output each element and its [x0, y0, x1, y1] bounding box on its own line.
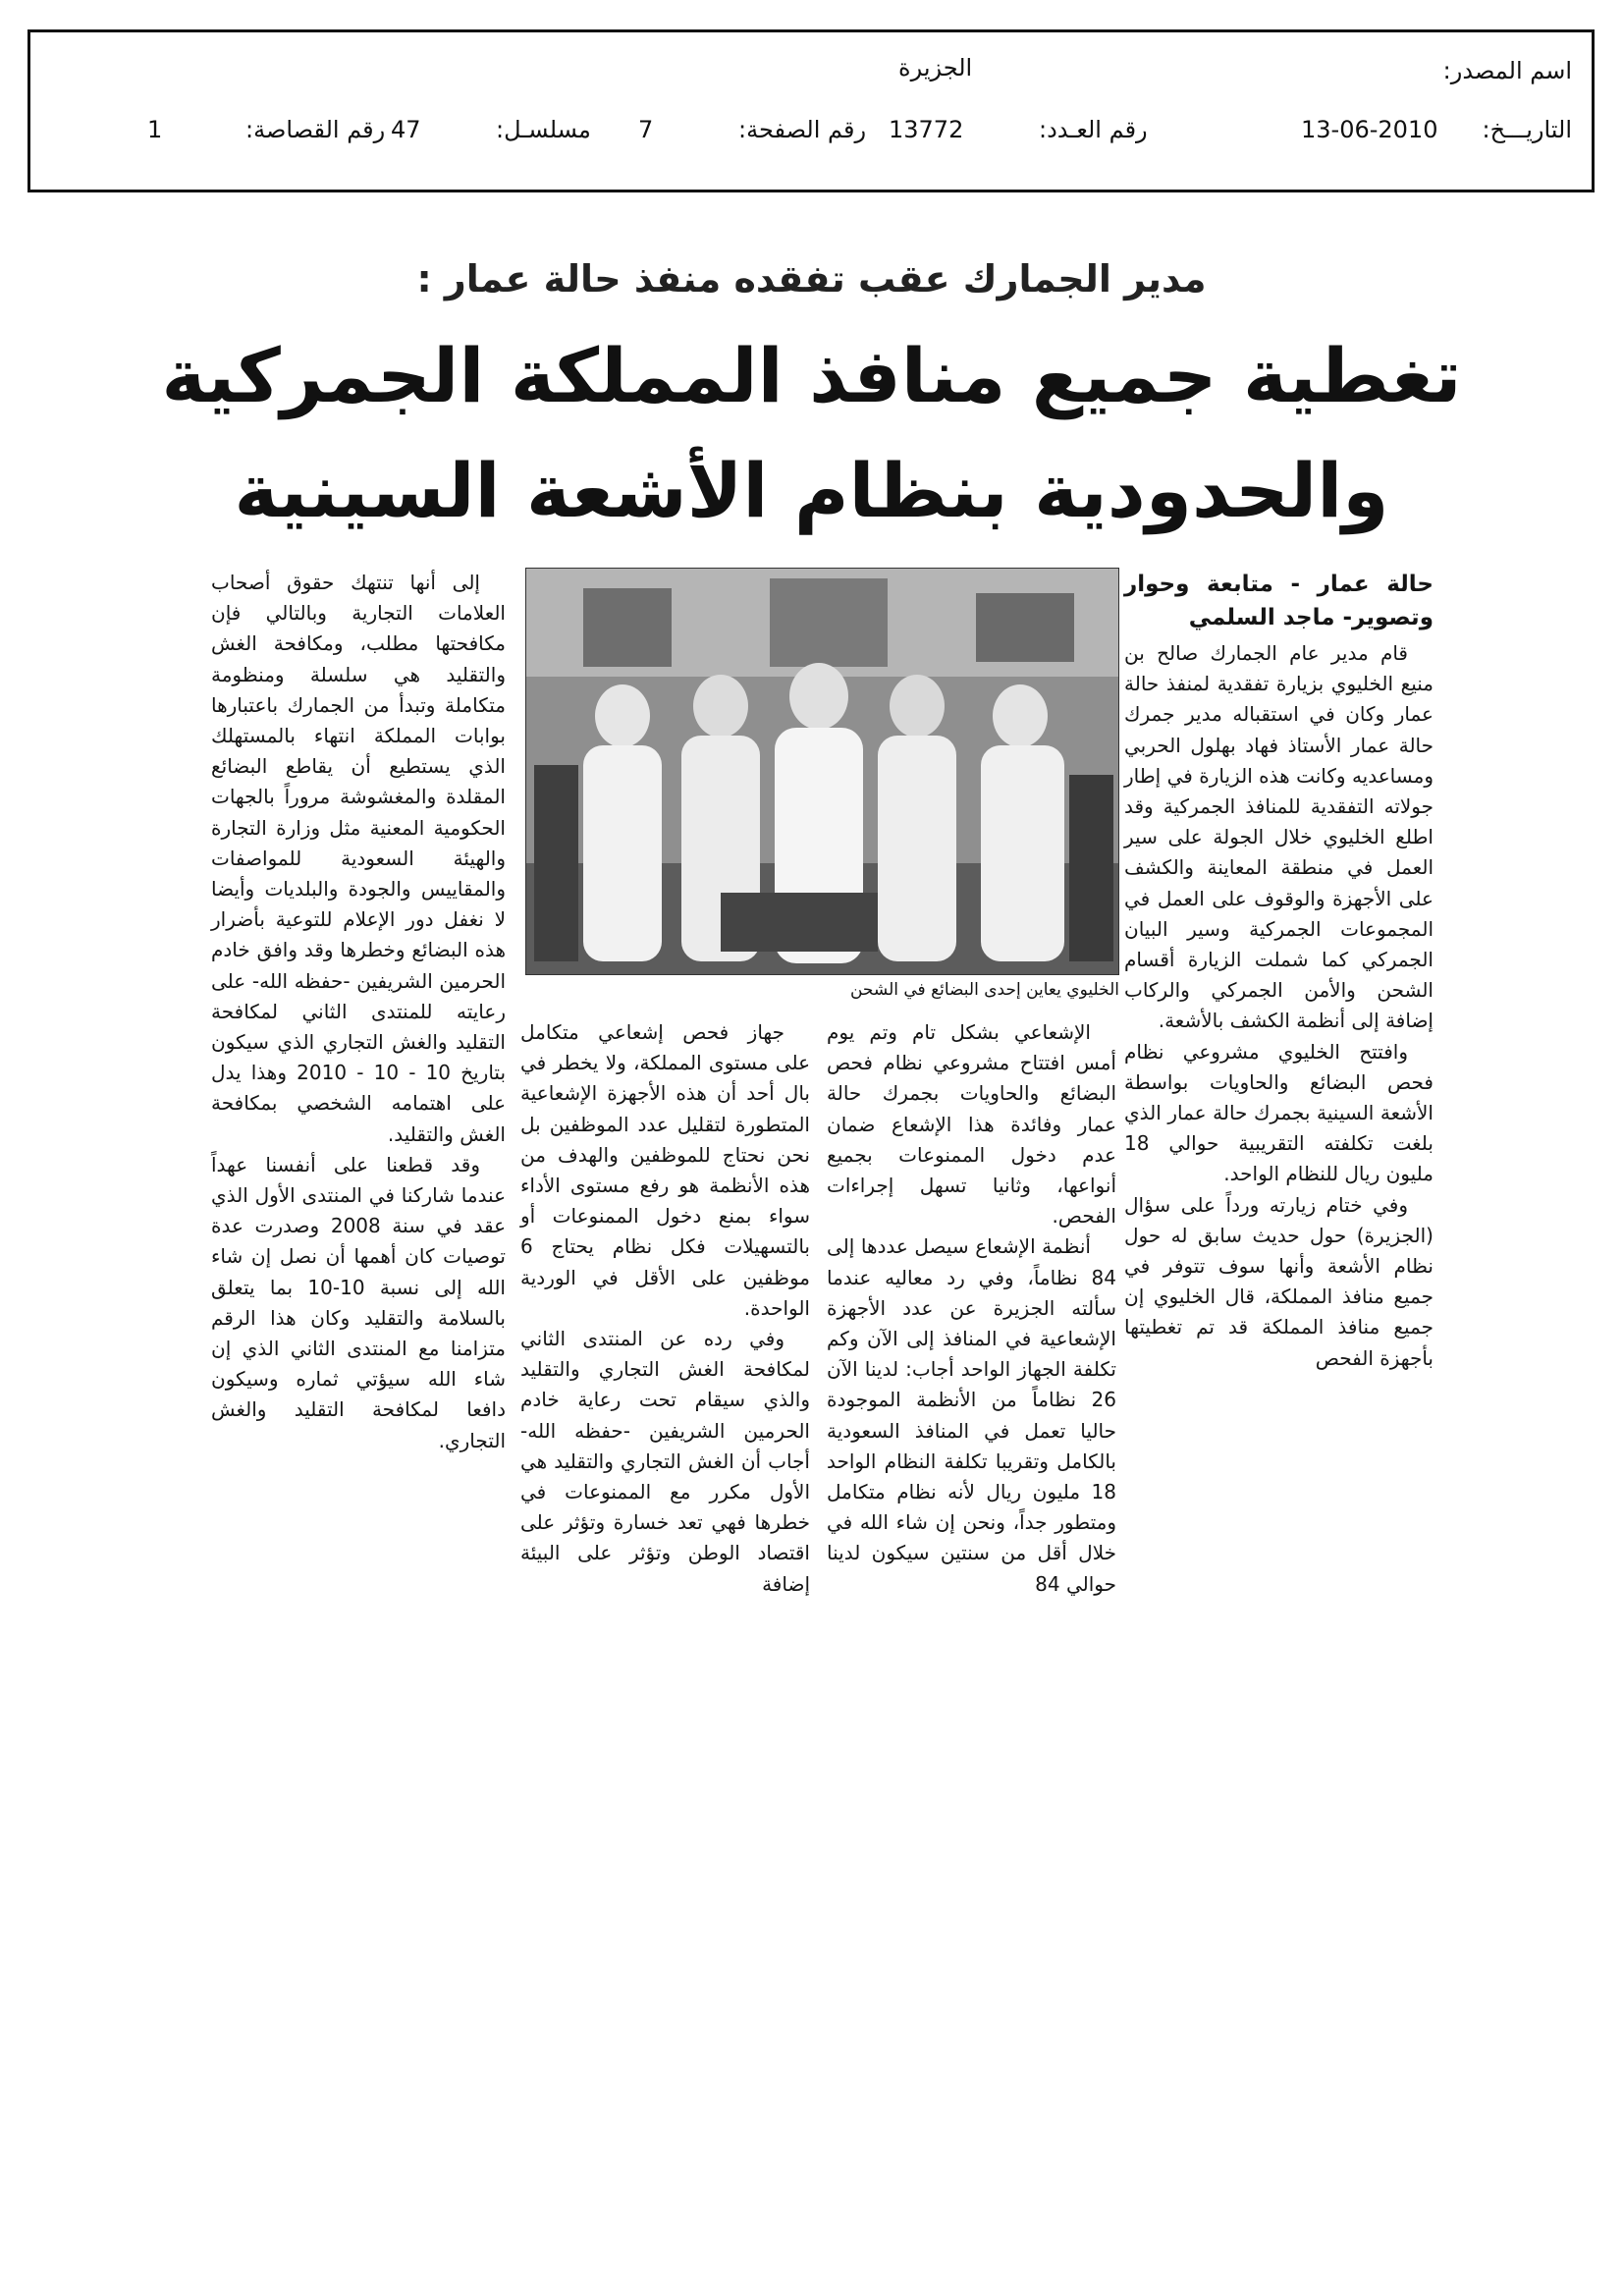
article-byline: حالة عمار - متابعة وحوار وتصوير- ماجد السلمي [1124, 572, 1434, 630]
serial-value: 47 [391, 116, 421, 143]
page-value: 7 [638, 116, 654, 143]
paragraph: أنظمة الإشعاع سيصل عددها إلى 84 نظاماً، وفي رد معاليه عندما سألته الجزيرة عن عدد الأجهزة الإشعاعية في المنافذ إلى الآن وكم تكلفة الجهاز الواحد أجاب: لدينا الآن 26 نظاماً من الأنظمة الموجودة حاليا تعمل في المنافذ السعودية بالكامل وتقريبا تكلفة النظام الواحد 18 مليون ريال لأنه نظام متكامل ومتطور جداً، ونحن إن شاء الله في خلال أقل من سنتين سيكون لدينا حوالي 84 [827, 1234, 1116, 1596]
issue-value: 13772 [889, 116, 964, 143]
serial-label: مسلسـل: [496, 116, 591, 143]
photo-caption: الخليوي يعاين إحدى البضائع في الشحن [849, 980, 1119, 1000]
paragraph: وقد قطعنا على أنفسنا عهداً عندما شاركنا في المنتدى الأول الذي عقد في سنة 2008 وصدرت عدة توصيات كان أهمها أن نصل إن شاء الله إلى نسبة 10-10 بما يتعلق بالسلامة والتقليد وكان هذا الرقم متزامنا مع المنتدى الثاني الذي إن شاء الله سيؤتي ثماره وسيكون دافعا لمكافحة التقليد والغش التجاري. [211, 1152, 506, 1452]
article-column-3 [520, 1017, 810, 1600]
clipping-header-box [27, 29, 1595, 192]
paragraph: وافتتح الخليوي مشروعي نظام فحص البضائع والحاويات بواسطة الأشعة السينية بجمرك حالة عمار الذي بلغت تكلفته التقريبية حوالي 18 مليون ريال للنظام الواحد. [1124, 1039, 1434, 1186]
paragraph: جهاز فحص إشعاعي متكامل على مستوى المملكة، ولا يخطر في بال أحد أن هذه الأجهزة الإشعاعية المتطورة لتقليل عدد الموظفين بل نحن نحتاج للموظفين والهدف من هذه الأنظمة هو رفع مستوى الأداء سواء بمنع دخول الممنوعات أو بالتسهيلات فكل نظام يحتاج 6 موظفين على الأقل في الوردية الواحدة. [520, 1020, 810, 1320]
source-value: الجزيرة [898, 54, 973, 82]
source-label: اسم المصدر: [1442, 57, 1572, 84]
clip-value: 1 [147, 116, 163, 143]
headline-line-1: تغطية جميع منافذ المملكة الجمركية [161, 332, 1462, 419]
photo-illustration [525, 569, 1118, 975]
date-value: 13-06-2010 [1301, 116, 1438, 143]
date-label: التاريـــخ: [1482, 116, 1572, 143]
page-label: رقم الصفحة: [738, 116, 867, 143]
news-photo [525, 568, 1119, 975]
article-column-1 [1124, 568, 1434, 1374]
paragraph: قام مدير عام الجمارك صالح بن منيع الخليوي بزيارة تفقدية لمنفذ حالة عمار وكان في استقباله مدير جمرك حالة عمار الأستاذ فهاد بهلول الحربي ومساعديه وكانت هذه الزيارة في إطار جولاته التفقدية للمنافذ الجمركية وقد اطلع الخليوي خلال الجولة على سير العمل في منطقة المعاينة والكشف على الأجهزة والوقوف على العمل في المجموعات الجمركية وسير البيان الجمركي كما شملت الزيارة أقسام الشحن والأمن الجمركي والركاب إضافة إلى أنظمة الكشف بالأشعة. [1124, 641, 1434, 1033]
article-column-2 [827, 1017, 1116, 1600]
headline-line-2: والحدودية بنظام الأشعة السينية [234, 447, 1389, 534]
article-column-4 [211, 568, 506, 1456]
paragraph: وفي رده عن المنتدى الثاني لمكافحة الغش التجاري والتقليد والذي سيقام تحت رعاية خادم الحرمين الشريفين -حفظه الله- أجاب أن الغش التجاري والتقليد هي الأول مكرر مع الممنوعات في خطرها فهي تعد خسارة وتؤثر على اقتصاد الوطن وتؤثر على البيئة إضافة [520, 1327, 810, 1596]
paragraph: وفي ختام زيارته ورداً على سؤال (الجزيرة) حول حديث سابق له حول نظام الأشعة وأنها سوف تتوفر في جميع منافذ المملكة، قال الخليوي إن جميع منافذ المملكة قد تم تغطيتها بأجهزة الفحص [1124, 1192, 1434, 1370]
paragraph: إلى أنها تنتهك حقوق أصحاب العلامات التجارية وبالتالي فإن مكافحتها مطلب، ومكافحة الغش والتقليد هي سلسلة ومنظومة متكاملة وتبدأ من الجمارك باعتبارها بوابات المملكة انتهاء بالمستهلك الذي يستطيع أن يقاطع البضائع المقلدة والمغشوشة مروراً بالجهات الحكومية المعنية مثل وزارة التجارة والهيئة السعودية للمواصفات والمقاييس والجودة والبلديات وأيضا لا نغفل دور الإعلام للتوعية بأضرار هذه البضائع وخطرها وقد وافق خادم الحرمين الشريفين -حفظه الله- على رعايته للمنتدى الثاني لمكافحة التقليد والغش التجاري الذي سيكون بتاريخ 10 - 10 - 2010 وهذا يدل على اهتمامه الشخصي بمكافحة الغش والتقليد. [211, 571, 507, 1146]
issue-label: رقم العـدد: [1039, 116, 1148, 143]
paragraph: الإشعاعي بشكل تام وتم يوم أمس افتتاح مشروعي نظام فحص البضائع والحاويات بجمرك حالة عمار وفائدة هذا الإشعاع ضمان عدم دخول الممنوعات بجميع أنواعها، وثانيا تسهل إجراءات الفحص. [827, 1020, 1116, 1229]
clip-label: رقم القصاصة: [245, 116, 386, 143]
article-kicker: مدير الجمارك عقب تفقده منفذ حالة عمار : [416, 257, 1207, 301]
